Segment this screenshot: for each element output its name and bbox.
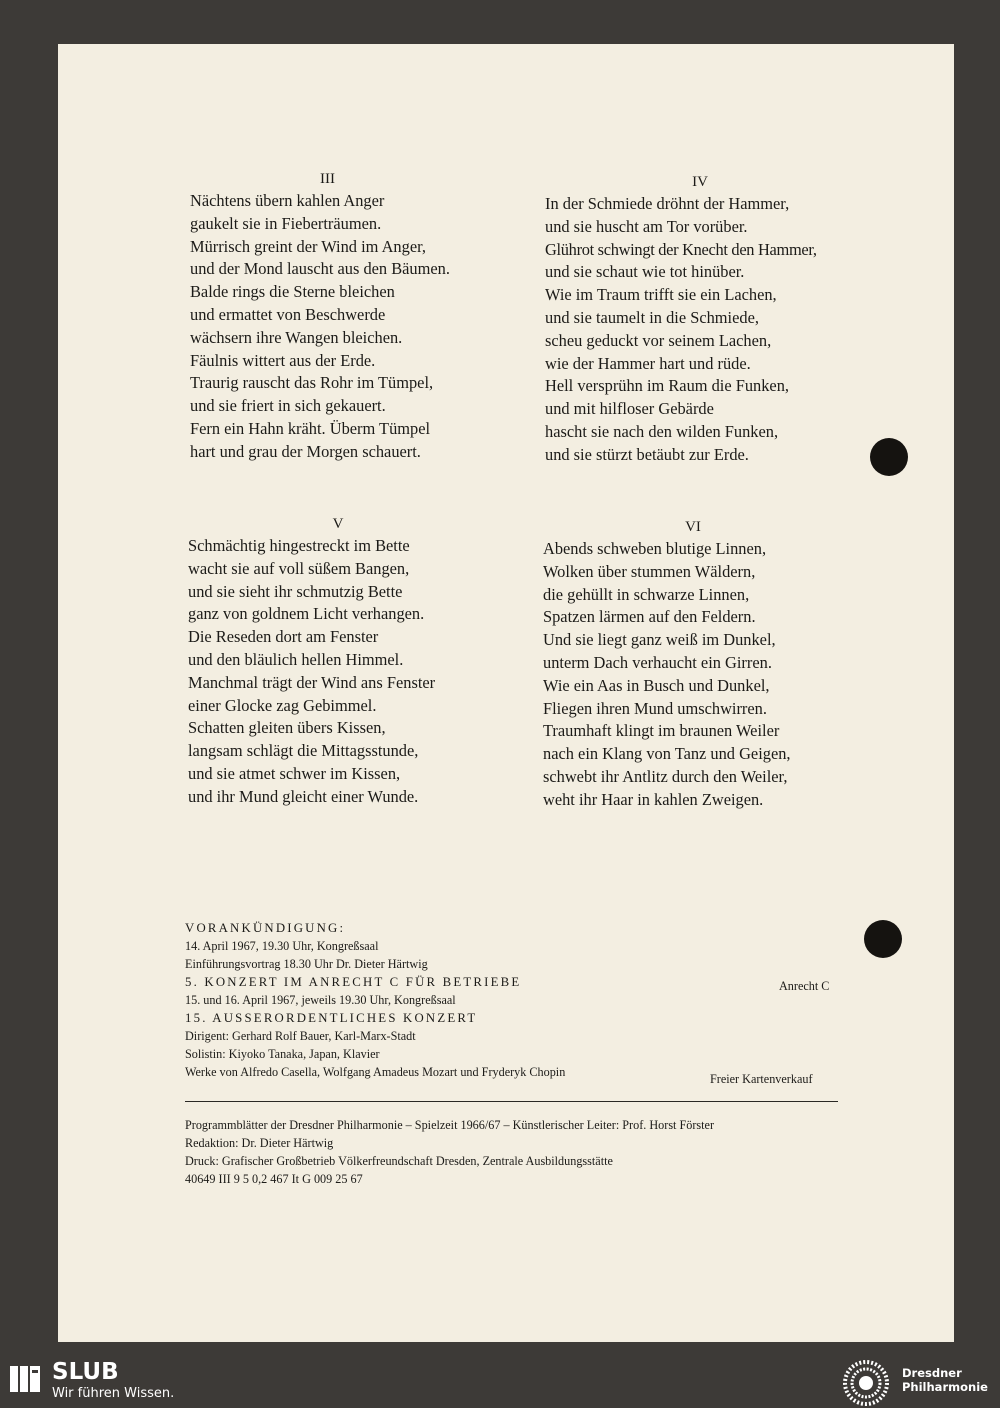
- poem-line: und sie atmet schwer im Kissen,: [188, 763, 401, 783]
- poem-line: Glührot schwingt der Knecht den Hammer,: [545, 239, 817, 259]
- poem-line: Wie im Traum trifft sie ein Lachen,: [545, 285, 777, 305]
- slub-book-icon: [8, 1362, 42, 1396]
- poem-vi: [543, 516, 883, 812]
- poem-numeral: V: [332, 516, 344, 532]
- dresdner-philharmonie-logo-icon: [842, 1359, 890, 1407]
- imprint-block: [185, 1116, 714, 1188]
- slub-tagline: Wir führen Wissen.: [52, 1386, 175, 1401]
- poem-line: und sie friert in sich gekauert.: [190, 396, 386, 416]
- poem-line: und sie sieht ihr schmutzig Bette: [188, 581, 403, 601]
- poem-line: Fern ein Hahn kräht. Überm Tümpel: [190, 418, 431, 438]
- announcement-concert-2: 15. AUSSERORDENTLICHES KONZERT: [185, 1011, 478, 1025]
- announcement-anrecht-note: Anrecht C: [779, 979, 830, 993]
- poem-line: Balde rings die Sterne bleichen: [190, 282, 395, 302]
- poem-line: hascht sie nach den wilden Funken,: [545, 421, 779, 441]
- partner-name-line-2: Philharmonie: [902, 1380, 988, 1394]
- imprint-line-2: Redaktion: Dr. Dieter Härtwig: [185, 1136, 334, 1150]
- poem-numeral: III: [320, 171, 335, 187]
- partner-name-line-1: Dresdner: [902, 1366, 962, 1380]
- poem-line: Und sie liegt ganz weiß im Dunkel,: [543, 630, 776, 650]
- poem-iii: [190, 168, 530, 464]
- slub-title: SLUB: [52, 1359, 119, 1385]
- poem-line: und mit hilfloser Gebärde: [545, 399, 714, 419]
- imprint-line-1: Programmblätter der Dresdner Philharmonie – Spielzeit 1966/67 – Künstlerischer Leiter: Prof. Horst Förster: [185, 1118, 715, 1132]
- poem-line: ganz von goldnem Licht verhangen.: [188, 604, 425, 624]
- poem-line: Schmächtig hingestreckt im Bette: [188, 536, 410, 555]
- poem-line: unterm Dach verhaucht ein Girren.: [543, 652, 772, 672]
- poem-line: und sie taumelt in die Schmiede,: [545, 307, 759, 327]
- imprint-line-4: 40649 III 9 5 0,2 467 It G 009 25 67: [185, 1172, 363, 1186]
- announcement-heading: VORANKÜNDIGUNG:: [185, 921, 346, 935]
- poem-line: Manchmal trägt der Wind ans Fenster: [188, 672, 436, 692]
- poem-line: nach ein Klang von Tanz und Geigen,: [543, 744, 791, 764]
- poem-numeral: VI: [685, 519, 701, 535]
- footer-bar: [0, 1356, 1000, 1408]
- poem-line: Traumhaft klingt im braunen Weiler: [543, 721, 780, 741]
- poem-line: wächsern ihre Wangen bleichen.: [190, 327, 403, 347]
- poem-line: die gehüllt in schwarze Linnen,: [543, 584, 750, 604]
- poem-line: und den bläulich hellen Himmel.: [188, 649, 404, 669]
- announcement-date-1: 14. April 1967, 19.30 Uhr, Kongreßsaal: [185, 939, 379, 953]
- poem-line: und ihr Mund gleicht einer Wunde.: [188, 786, 419, 806]
- announcement-concert-1: 5. KONZERT IM ANRECHT C FÜR BETRIEBE: [185, 975, 522, 989]
- announcement-ticket-note: Freier Kartenverkauf: [710, 1072, 813, 1086]
- poem-v: [188, 513, 528, 809]
- poem-line: Wolken über stummen Wäldern,: [543, 561, 756, 581]
- poem-line: Spatzen lärmen auf den Feldern.: [543, 607, 756, 627]
- poem-line: Hell versprühn im Raum die Funken,: [545, 376, 790, 396]
- poem-line: langsam schlägt die Mittagsstunde,: [188, 741, 419, 761]
- poem-line: wie der Hammer hart und rüde.: [545, 353, 751, 373]
- announcement-soloist: Solistin: Kiyoko Tanaka, Japan, Klavier: [185, 1047, 380, 1061]
- poem-line: scheu geduckt vor seinem Lachen,: [545, 330, 772, 350]
- poem-line: und sie stürzt betäubt zur Erde.: [545, 444, 749, 464]
- announcement-block: [185, 919, 845, 1089]
- poem-line: Nächtens übern kahlen Anger: [190, 191, 385, 210]
- poem-line: Mürrisch greint der Wind im Anger,: [190, 236, 426, 256]
- poem-line: Abends schweben blutige Linnen,: [543, 539, 767, 558]
- poem-iv: [545, 171, 885, 467]
- imprint-line-3: Druck: Grafischer Großbetrieb Völkerfreundschaft Dresden, Zentrale Ausbildungsstätte: [185, 1154, 613, 1168]
- poem-numeral: IV: [692, 174, 708, 190]
- poem-line: und sie schaut wie tot hinüber.: [545, 262, 745, 282]
- poem-line: hart und grau der Morgen schauert.: [190, 441, 421, 461]
- poem-line: und ermattet von Beschwerde: [190, 304, 386, 324]
- announcement-conductor: Dirigent: Gerhard Rolf Bauer, Karl-Marx-Stadt: [185, 1029, 416, 1043]
- poem-line: Traurig rauscht das Rohr im Tümpel,: [190, 373, 434, 393]
- poem-line: Fliegen ihren Mund umschwirren.: [543, 698, 767, 718]
- poem-line: Fäulnis wittert aus der Erde.: [190, 350, 376, 370]
- poem-line: einer Glocke zag Gebimmel.: [188, 695, 377, 715]
- poem-line: Die Reseden dort am Fenster: [188, 627, 379, 647]
- poem-line: In der Schmiede dröhnt der Hammer,: [545, 194, 790, 213]
- poem-line: gaukelt sie in Fieberträumen.: [190, 213, 382, 233]
- punch-hole-lower: [864, 920, 902, 958]
- partner-name: [902, 1366, 988, 1394]
- poem-line: Wie ein Aas in Busch und Dunkel,: [543, 675, 770, 695]
- announcement-lecture: Einführungsvortrag 18.30 Uhr Dr. Dieter Härtwig: [185, 957, 428, 971]
- divider-rule: [185, 1101, 838, 1102]
- announcement-works: Werke von Alfredo Casella, Wolfgang Amadeus Mozart und Fryderyk Chopin: [185, 1065, 566, 1079]
- poem-line: Schatten gleiten übers Kissen,: [188, 718, 386, 738]
- poem-line: und sie huscht am Tor vorüber.: [545, 216, 748, 236]
- poem-line: wacht sie auf voll süßem Bangen,: [188, 558, 410, 578]
- poem-line: schwebt ihr Antlitz durch den Weiler,: [543, 766, 788, 786]
- poem-line: und der Mond lauscht aus den Bäumen.: [190, 259, 450, 279]
- announcement-date-2: 15. und 16. April 1967, jeweils 19.30 Uhr, Kongreßsaal: [185, 993, 456, 1007]
- poem-line: weht ihr Haar in kahlen Zweigen.: [543, 789, 764, 809]
